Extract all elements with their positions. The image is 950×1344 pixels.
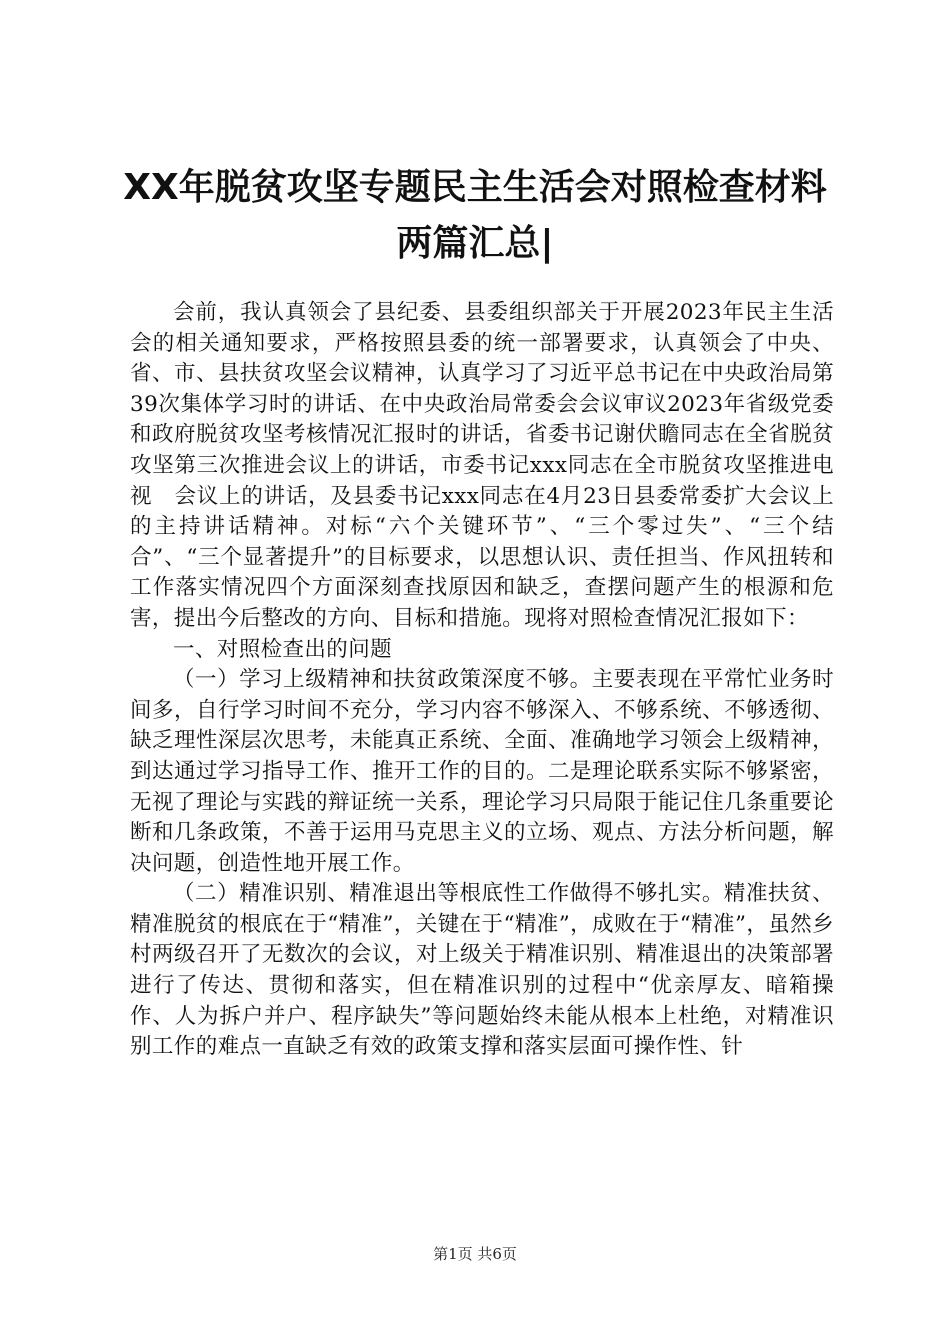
paragraph-intro: 会前，我认真领会了县纪委、县委组织部关于开展2023年民主生活会的相关通知要求，严格按照县委的统一部署要求，认真领会了中央、省、市、县扶贫攻坚会议精神，认真学习了习近平总书记在中央政治局第39次集体学习时的讲话、在中央政治局常委会会议审议2023年省级党委和政府脱贫攻坚考核情况汇报时的讲话，省委书记谢伏瞻同志在全省脱贫攻坚第三次推进会议上的讲话，市委书记xxx同志在全市脱贫攻坚推进电视 会议上的讲话，及县委书记xxx同志在4月23日县委常委扩大会议上的主持讲话精神。对标“六个关键环节”、“三个零过失”、“三个结合”、“三个显著提升”的目标要求，以思想认识、责任担当、作风扭转和工作落实情况四个方面深刻查找原因和缺乏，查摆问题产生的根源和危害，提出今后整改的方向、目标和措施。现将对照检查情况汇报如下： [130,300,834,631]
paragraph-item-1: （一）学习上级精神和扶贫政策深度不够。主要表现在平常忙业务时间多，自行学习时间不充分，学习内容不够深入、不够系统、不够透彻、缺乏理性深层次思考，未能真正系统、全面、准确地学习领会上级精神，到达通过学习指导工作、推开工作的目的。二是理论联系实际不够紧密，无视了理论与实践的辩证统一关系，理论学习只局限于能记住几条重要论断和几条政策，不善于运用马克思主义的立场、观点、方法分析问题，解决问题，创造性地开展工作。 [130,667,834,876]
section-heading: 一、对照检查出的问题 [173,636,393,662]
document-body [130,298,834,1063]
document-title [100,160,850,272]
title-line-2: 两篇汇总| [396,223,554,264]
paragraph-item-2: （二）精准识别、精准退出等根底性工作做得不够扎实。精准扶贫、精准脱贫的根底在于“精准”，关键在于“精准”，成败在于“精准”，虽然乡村两级召开了无数次的会议，对上级关于精准识别、精准退出的决策部署进行了传达、贯彻和落实，但在精准识别的过程中“优亲厚友、暗箱操作、人为拆户并户、程序缺失”等问题始终未能从根本上杜绝，对精准识别工作的难点一直缺乏有效的政策支撑和落实层面可操作性、针 [130,881,834,1060]
title-line-1: XX年脱贫攻坚专题民主生活会对照检查材料 [123,167,827,208]
page-footer: 第1页 共6页 [433,1245,517,1263]
